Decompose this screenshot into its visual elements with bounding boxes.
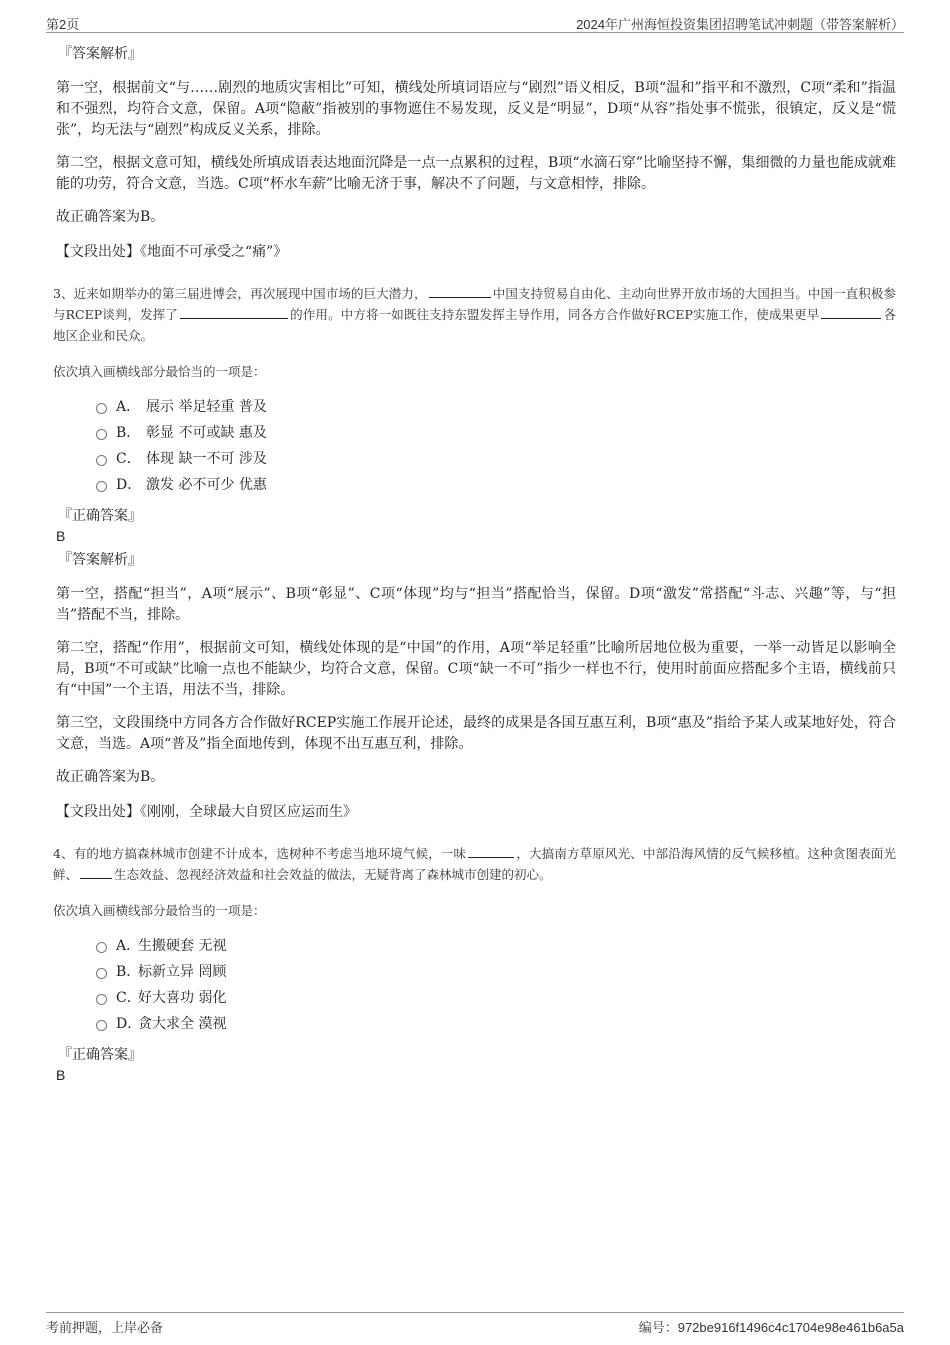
q3-options [96,394,896,498]
q3-option-b[interactable]: B． 彰显 不可或缺 惠及 [96,420,896,446]
q2-analysis-label: 『答案解析』 [58,46,142,62]
q4-option-b[interactable]: B．标新立异 罔顾 [96,959,896,985]
blank-2 [80,864,112,879]
q4-stem: 4、有的地方搞森林城市创建不计成本，选树种不考虑当地环境气候，一味 ，大搞南方草原风光、中部沿海风情的反气候移植。这种贪图表面光鲜、 生态效益、忽视经济效益和社会效益的做法，无疑背离了森林城市创建的初心。 [53,843,896,885]
q3-option-a[interactable]: A． 展示 举足轻重 普及 [96,394,896,420]
radio-icon[interactable] [96,403,107,414]
q3-prompt: 依次填入画横线部分最恰当的一项是： [53,364,266,379]
page-content [53,44,896,1085]
q3-analysis-p2: 第二空，搭配“作用”，根据前文可知，横线处体现的是“中国”的作用，A项“举足轻重”比喻所居地位极为重要，一举一动皆足以影响全局，B项“不可或缺”比喻一点也不能缺少，均符合文意，保留。C项“缺一不可”指少一样也不行，使用时前面应搭配多个主语，横线前只有“中国”一个主语，用法不当，排除。 [56,640,896,698]
blank-3 [821,304,881,319]
radio-icon[interactable] [96,455,107,466]
q4-option-c[interactable]: C．好大喜功 弱化 [96,985,896,1011]
q3-analysis-p1: 第一空，搭配“担当”，A项“展示”、B项“彰显”、C项“体现”均与“担当”搭配恰当，保留。D项“激发”常搭配“斗志、兴趣”等，与“担当”搭配不当，排除。 [56,586,896,623]
q3-conclusion: 故正确答案为B。 [56,769,165,785]
radio-icon[interactable] [96,942,107,953]
q3-source: 【文段出处】《刚刚，全球最大自贸区应运而生》 [56,804,357,820]
q4-options [96,933,896,1037]
document-title: 2024年广州海恒投资集团招聘笔试冲刺题（带答案解析） [576,17,904,32]
q2-analysis-p2: 第二空，根据文意可知，横线处所填成语表达地面沉降是一点一点累积的过程，B项“水滴石穿”比喻坚持不懈，集细微的力量也能成就难能的功劳，符合文意，当选。C项“杯水车薪”比喻无济于事，解决不了问题，与文意相悖，排除。 [56,155,896,192]
q3-stem: 3、近来如期举办的第三届进博会，再次展现中国市场的巨大潜力， 中国支持贸易自由化、主动向世界开放市场的大国担当。中国一直积极参与RCEP谈判，发挥了 的作用。中方将一如既往支持东盟发挥主导作用，同各方合作做好RCEP实施工作，使成果更早 各地区企业和民众。 [53,283,896,346]
q3-analysis-p3: 第三空，文段围绕中方同各方合作做好RCEP实施工作展开论述，最终的成果是各国互惠互利，B项“惠及”指给予某人或某地好处，符合文意，当选。A项“普及”指全面地传到，体现不出互惠互利，排除。 [56,715,896,752]
q3-answer: B [56,528,66,544]
radio-icon[interactable] [96,481,107,492]
q3-option-c[interactable]: C． 体现 缺一不可 涉及 [96,446,896,472]
q4-answer: B [56,1067,66,1083]
q4-correct-label: 『正确答案』 [58,1047,142,1063]
q2-source: 【文段出处】《地面不可承受之“痛”》 [56,244,288,260]
q4-option-a[interactable]: A．生搬硬套 无视 [96,933,896,959]
q2-analysis-p1: 第一空，根据前文“与……剧烈的地质灾害相比”可知，横线处所填词语应与“剧烈”语义相反，B项“温和”指平和不激烈，C项“柔和”指温和不强烈，均符合文意，保留。A项“隐蔽”指被别的事物遮住不易发现，反义是“明显”，D项“从容”指处事不慌张，很镇定，反义是“慌张”，均无法与“剧烈”构成反义关系，排除。 [56,80,896,138]
radio-icon[interactable] [96,994,107,1005]
blank-1 [468,843,514,858]
radio-icon[interactable] [96,968,107,979]
q4-prompt: 依次填入画横线部分最恰当的一项是： [53,903,266,918]
q3-analysis-label: 『答案解析』 [58,552,142,568]
q2-conclusion: 故正确答案为B。 [56,209,165,225]
page-number: 第2页 [46,17,80,32]
radio-icon[interactable] [96,429,107,440]
q4-option-d[interactable]: D．贪大求全 漠视 [96,1011,896,1037]
page-footer [46,1312,904,1335]
document-code: 编号：972be916f1496c4c1704e98e461b6a5a [638,1320,904,1335]
q3-correct-label: 『正确答案』 [58,508,142,524]
radio-icon[interactable] [96,1020,107,1031]
blank-1 [429,283,491,298]
footer-slogan: 考前押题，上岸必备 [46,1320,164,1335]
q3-option-d[interactable]: D． 激发 必不可少 优惠 [96,472,896,498]
blank-2 [180,304,288,319]
page-header [46,12,904,33]
